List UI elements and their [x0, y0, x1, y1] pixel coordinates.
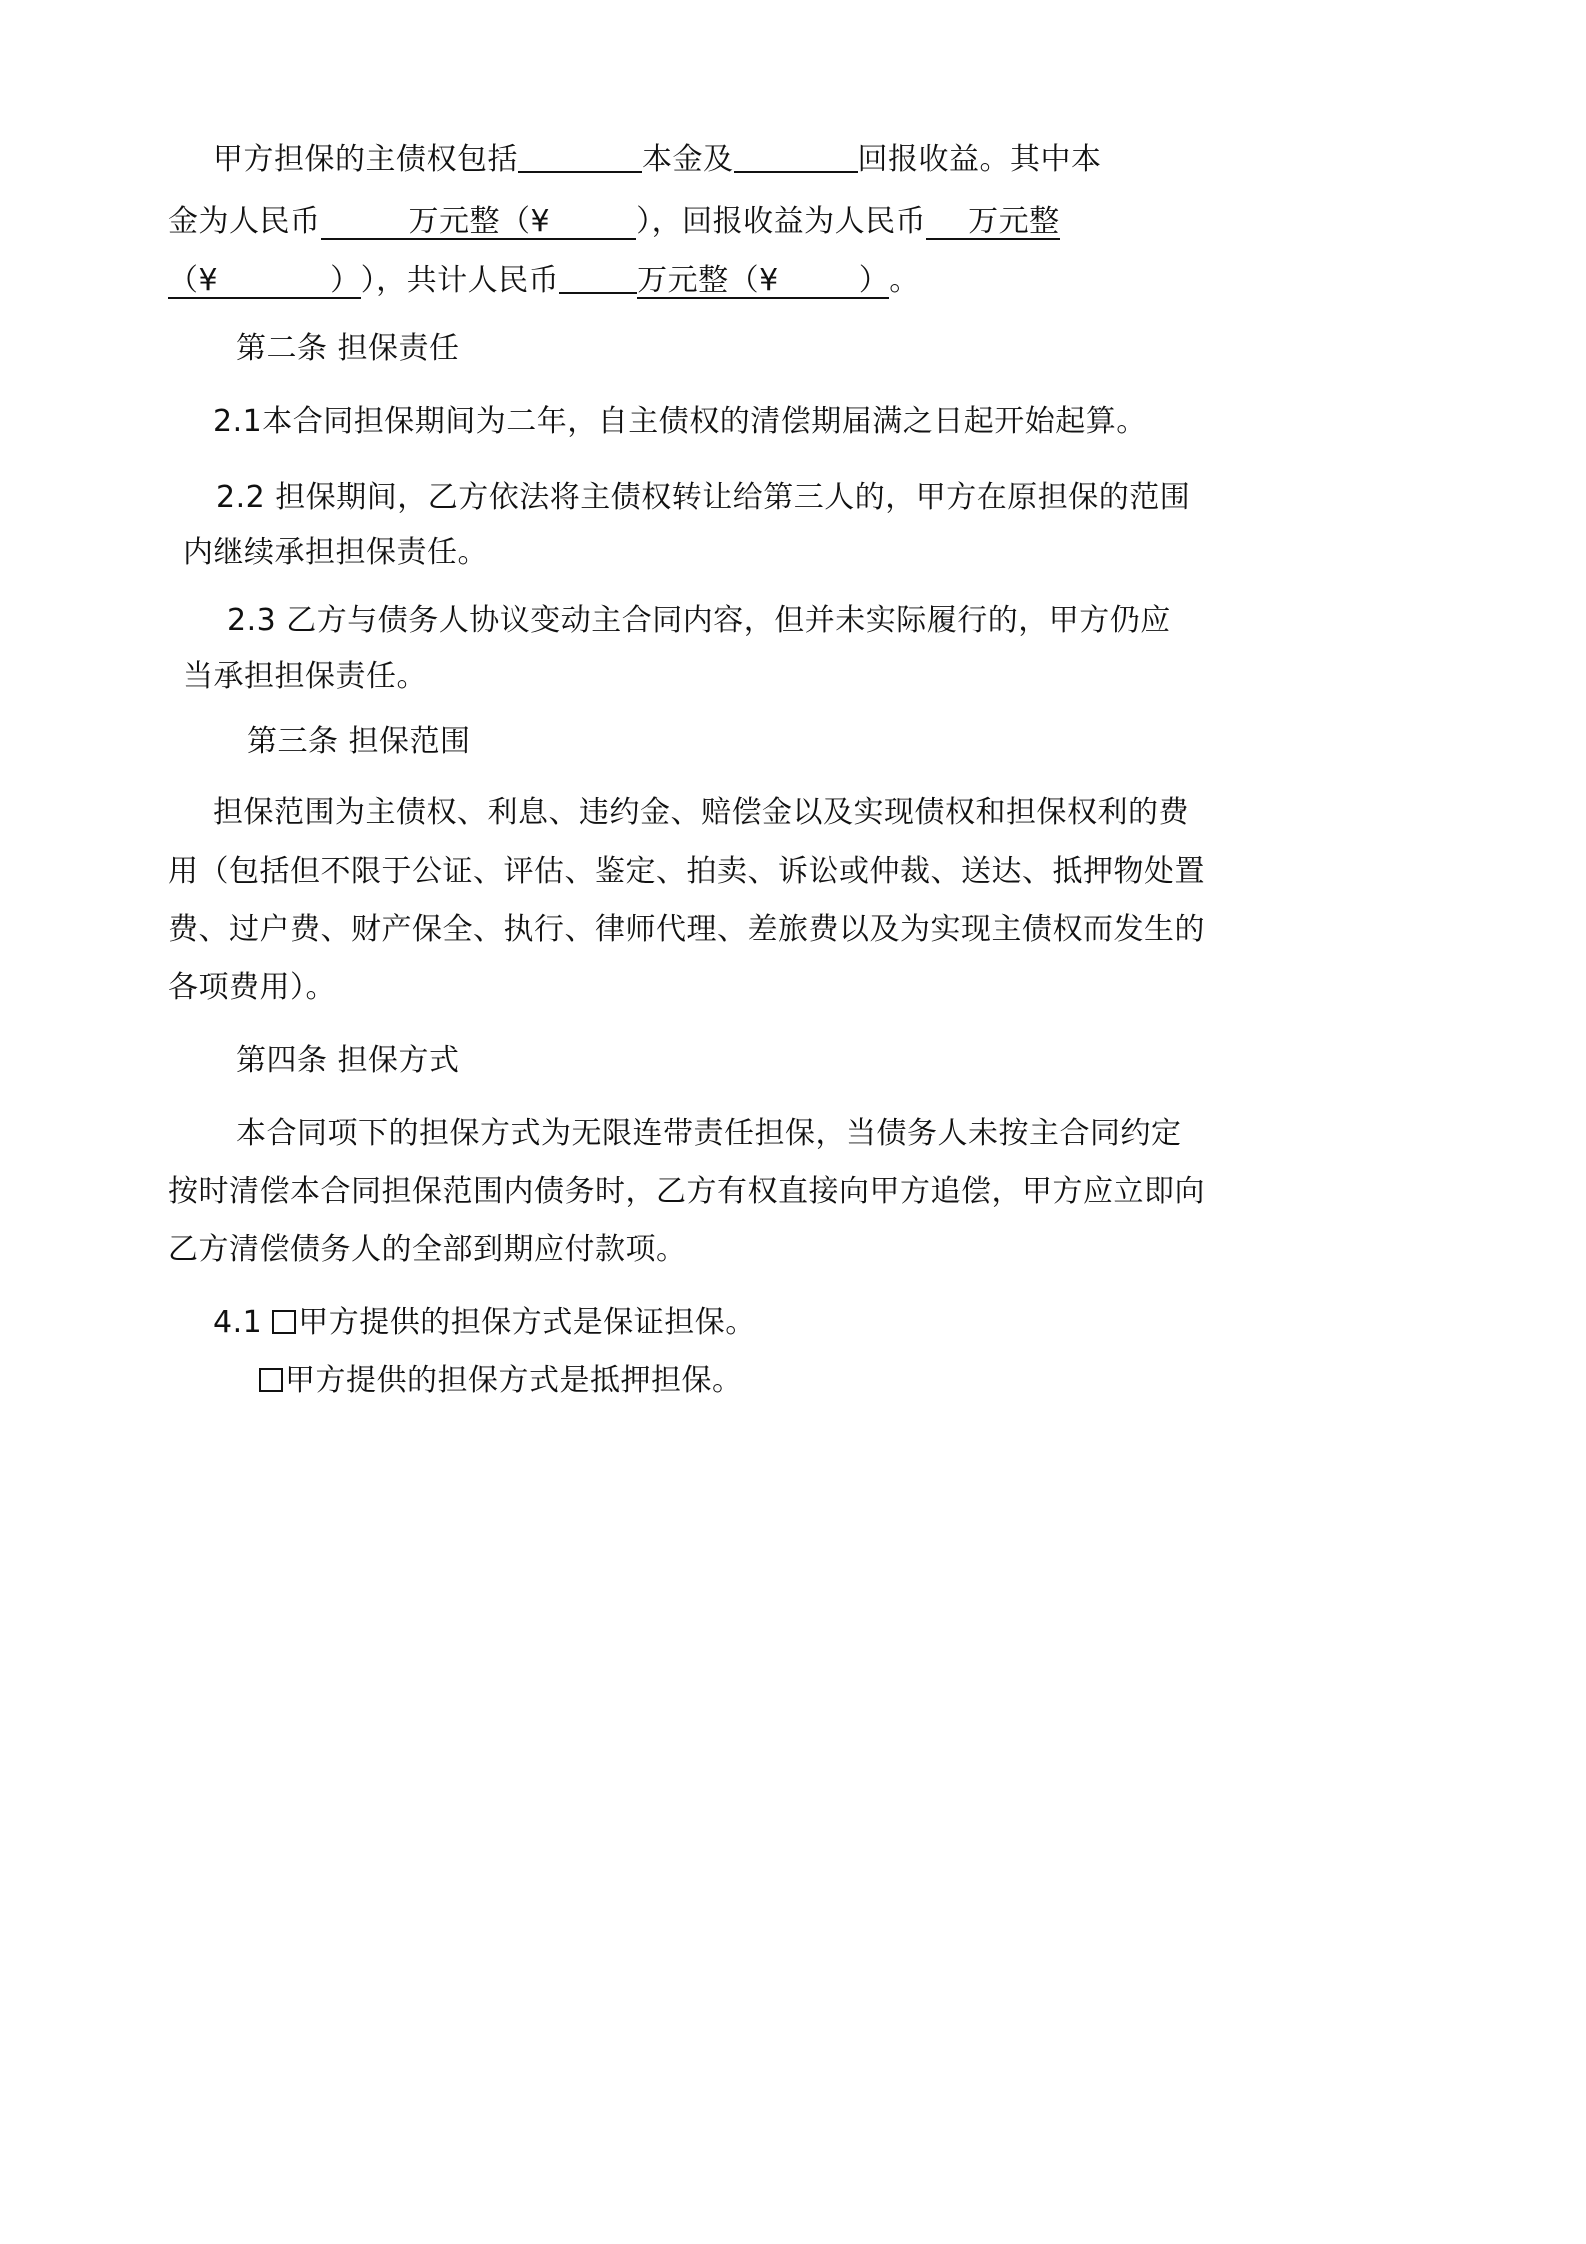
checkbox-guarantee[interactable]: [272, 1310, 296, 1334]
article-2-3-line-1: 2.3 乙方与债务人协议变动主合同内容，但并未实际履行的，甲方仍应: [227, 603, 1171, 638]
option-mortgage: [259, 1361, 743, 1401]
text-segment: ），共计人民币: [360, 263, 560, 298]
return-amount-field[interactable]: [926, 206, 1060, 240]
checkbox-mortgage[interactable]: [259, 1368, 283, 1392]
article-3-line-3: 费、过户费、财产保全、执行、律师代理、差旅费以及为实现主债权而发生的: [168, 912, 1205, 947]
option-label: 甲方提供的担保方式是保证担保。: [298, 1305, 756, 1340]
principal-amount-field[interactable]: [321, 206, 637, 240]
principal-line-1: [213, 140, 1102, 180]
text-segment: 万元整: [968, 204, 1060, 239]
article-2-3-line-2: 当承担担保责任。: [183, 659, 427, 694]
article-2-1: 2.1本合同担保期间为二年，自主债权的清偿期届满之日起开始起算。: [213, 404, 1147, 439]
article-2-2-line-2: 内继续承担担保责任。: [183, 535, 488, 570]
total-amount-rmb-field[interactable]: [637, 265, 889, 299]
blank-return-scope[interactable]: [734, 141, 858, 173]
article-4-line-2: 按时清偿本合同担保范围内债务时，乙方有权直接向甲方追偿，甲方应立即向: [168, 1174, 1205, 1209]
option-label: 甲方提供的担保方式是抵押担保。: [285, 1363, 743, 1398]
article-3-heading: 第三条 担保范围: [247, 724, 471, 759]
option-number: 4.1: [213, 1305, 263, 1340]
article-2-2-line-1: 2.2 担保期间，乙方依法将主债权转让给第三人的，甲方在原担保的范围: [216, 480, 1191, 515]
article-4-line-3: 乙方清偿债务人的全部到期应付款项。: [168, 1232, 687, 1267]
text-segment: 金为人民币: [168, 204, 321, 239]
text-segment: 万元整（¥: [637, 263, 779, 298]
text-segment: 回报收益。其中本: [857, 142, 1102, 177]
text-segment: ），回报收益为人民币: [636, 204, 927, 239]
text-segment: ）: [330, 263, 361, 298]
article-4-line-1: 本合同项下的担保方式为无限连带责任担保，当债务人未按主合同约定: [236, 1116, 1182, 1151]
return-amount-rmb-field[interactable]: [168, 265, 361, 299]
article-2-heading: 第二条 担保责任: [236, 331, 460, 366]
option-guarantee: [213, 1303, 756, 1343]
article-3-line-4: 各项费用）。: [168, 970, 336, 1005]
blank-total-amount[interactable]: [559, 262, 637, 294]
text-segment: 本金及: [642, 142, 734, 177]
principal-line-2: [168, 202, 1060, 242]
text-segment: （¥: [168, 263, 219, 298]
text-segment: 万元整（¥: [408, 204, 551, 239]
text-segment: 甲方担保的主债权包括: [213, 142, 518, 177]
principal-line-3: [168, 261, 920, 301]
article-3-line-1: 担保范围为主债权、利息、违约金、赔偿金以及实现债权和担保权利的费: [213, 795, 1189, 830]
article-3-line-2: 用（包括但不限于公证、评估、鉴定、拍卖、诉讼或仲裁、送达、抵押物处置: [168, 854, 1205, 889]
text-segment: ）: [858, 263, 890, 298]
text-segment: 。: [889, 263, 920, 298]
blank-principal-scope[interactable]: [518, 141, 642, 173]
article-4-heading: 第四条 担保方式: [236, 1043, 460, 1078]
